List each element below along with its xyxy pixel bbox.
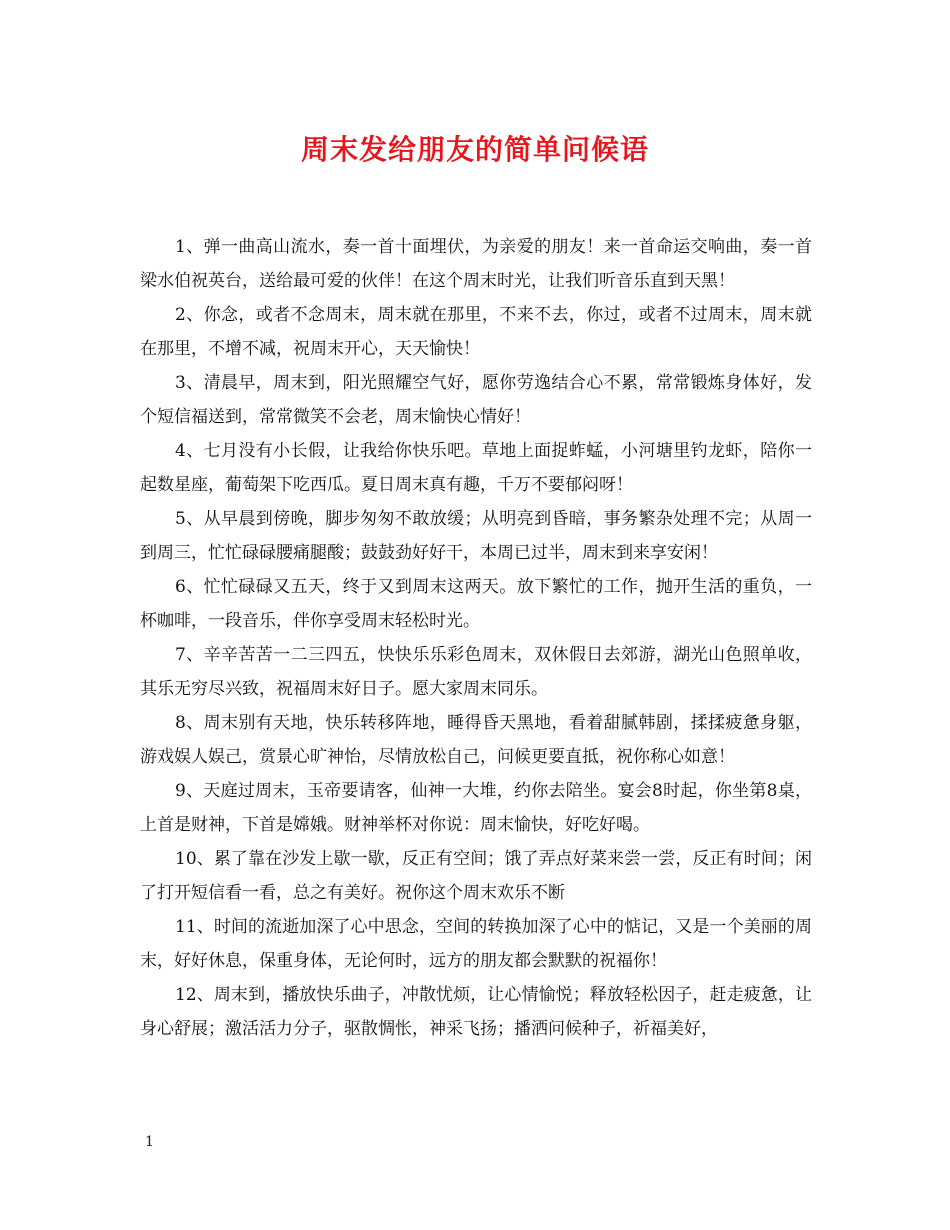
page-number: 1 [145,1134,154,1150]
paragraph-12: 12、周末到，播放快乐曲子，冲散忧烦，让心情愉悦；释放轻松因子，赶走疲惫，让身心舒展；激活活力分子，驱散惆怅，神采飞扬；播洒问候种子，祈福美好， [140,985,812,1039]
paragraph-9: 9、天庭过周末，玉帝要请客，仙神一大堆，约你去陪坐。宴会8时起，你坐第8桌，上首是财神，下首是嫦娥。财神举杯对你说：周末愉快，好吃好喝。 [140,781,812,835]
paragraph-10: 10、累了靠在沙发上歇一歇，反正有空间；饿了弄点好菜来尝一尝，反正有时间；闲了打开短信看一看，总之有美好。祝你这个周末欢乐不断 [140,849,812,903]
paragraph-7: 7、辛辛苦苦一二三四五，快快乐乐彩色周末，双休假日去郊游，湖光山色照单收，其乐无穷尽兴致，祝福周末好日子。愿大家周末同乐。 [140,645,812,699]
paragraph-11: 11、时间的流逝加深了心中思念，空间的转换加深了心中的惦记，又是一个美丽的周末，好好休息，保重身体，无论何时，远方的朋友都会默默的祝福你！ [140,917,812,971]
paragraph-4: 4、七月没有小长假，让我给你快乐吧。草地上面捉蚱蜢，小河塘里钓龙虾，陪你一起数星座，葡萄架下吃西瓜。夏日周末真有趣，千万不要郁闷呀！ [140,441,812,495]
paragraph-3: 3、清晨早，周末到，阳光照耀空气好，愿你劳逸结合心不累，常常锻炼身体好，发个短信福送到，常常微笑不会老，周末愉快心情好！ [140,373,812,427]
paragraph-8: 8、周末别有天地，快乐转移阵地，睡得昏天黑地，看着甜腻韩剧，揉揉疲惫身躯，游戏娱人娱己，赏景心旷神怡，尽情放松自己，问候更要直抵，祝你称心如意！ [140,713,812,767]
document-body [140,230,812,1046]
page-title: 周末发给朋友的简单问候语 [300,133,649,166]
paragraph-1: 1、弹一曲高山流水，奏一首十面埋伏，为亲爱的朋友！来一首命运交响曲，奏一首梁水伯祝英台，送给最可爱的伙伴！在这个周末时光，让我们听音乐直到天黑！ [140,237,812,291]
paragraph-5: 5、从早晨到傍晚，脚步匆匆不敢放缓；从明亮到昏暗，事务繁杂处理不完；从周一到周三，忙忙碌碌腰痛腿酸；鼓鼓劲好好干，本周已过半，周末到来享安闲！ [140,509,812,563]
paragraph-6: 6、忙忙碌碌又五天，终于又到周末这两天。放下繁忙的工作，抛开生活的重负，一杯咖啡，一段音乐，伴你享受周末轻松时光。 [140,577,812,631]
paragraph-2: 2、你念，或者不念周末，周末就在那里，不来不去，你过，或者不过周末，周末就在那里，不增不减，祝周末开心，天天愉快！ [140,305,812,359]
